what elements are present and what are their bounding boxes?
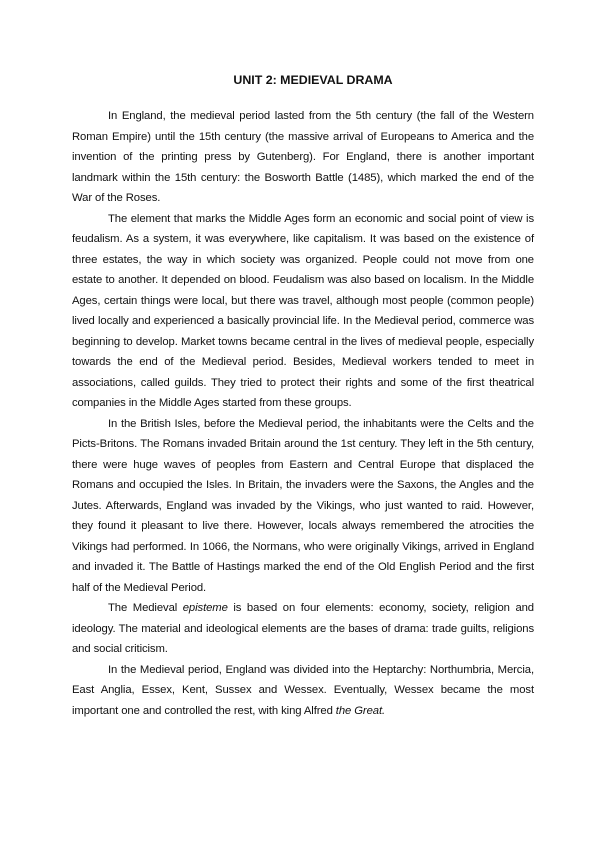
page-title: UNIT 2: MEDIEVAL DRAMA <box>233 73 393 87</box>
document-page <box>72 72 534 721</box>
paragraph-episteme-italic: episteme <box>182 602 228 614</box>
paragraph-episteme-before: The Medieval <box>108 602 183 614</box>
paragraph-british-isles: In the British Isles, before the Medieval period, the inhabitants were the Celts and the Picts-Britons. The Romans invaded Britain around the 1st century. They left in the 5th century, there were huge waves of peoples from Eastern and Central Europe that displaced the Romans and occupied the Isles. In Britain, the invaders were the Saxons, the Angles and the Jutes. Afterwards, England was invaded by the Vikings, who just wanted to raid. However, they found it pleasant to live there. However, locals always remembered the atrocities the Vikings had performed. In 1066, the Normans, who were originally Vikings, arrived in England and invaded it. The Battle of Hastings marked the end of the Old English Period and the first half of the Medieval Period. <box>72 417 534 594</box>
paragraph-episteme-after: is based on four elements: economy, society, religion and ideology. The material and ideological elements are the bases of drama: trade guilts, religions and social criticism. <box>72 602 534 655</box>
paragraph-episteme <box>72 598 534 660</box>
paragraph-heptarchy-before: In the Medieval period, England was divided into the Heptarchy: Northumbria, Mercia, East Anglia, Essex, Kent, Sussex and Wessex. Eventually, Wessex became the most important one and controlled the rest, with king Alfred <box>72 663 534 717</box>
paragraph-heptarchy-italic: the Great. <box>335 704 386 717</box>
paragraph-heptarchy <box>72 660 534 722</box>
paragraph-feudalism: The element that marks the Middle Ages form an economic and social point of view is feudalism. As a system, it was everywhere, like capitalism. It was based on the existence of three estates, the way in which society was organized. People could not move from one estate to another. It depended on blood. Feudalism was also based on localism. In the Middle Ages, certain things were local, but there was travel, although most people (common people) lived locally and experienced a basically provincial life. In the Medieval period, commerce was beginning to develop. Market towns became central in the lives of medieval people, especially towards the end of the Medieval period. Besides, Medieval workers tended to meet in associations, called guilds. They tried to protect their rights and some of the first theatrical companies in the Middle Ages started from these groups. <box>72 212 534 409</box>
paragraph-medieval-period: In England, the medieval period lasted from the 5th century (the fall of the Western Roman Empire) until the 15th century (the massive arrival of Europeans to America and the invention of the printing press by Gutenberg). For England, there is another important landmark within the 15th century: the Bosworth Battle (1485), which marked the end of the War of the Roses. <box>72 110 534 204</box>
